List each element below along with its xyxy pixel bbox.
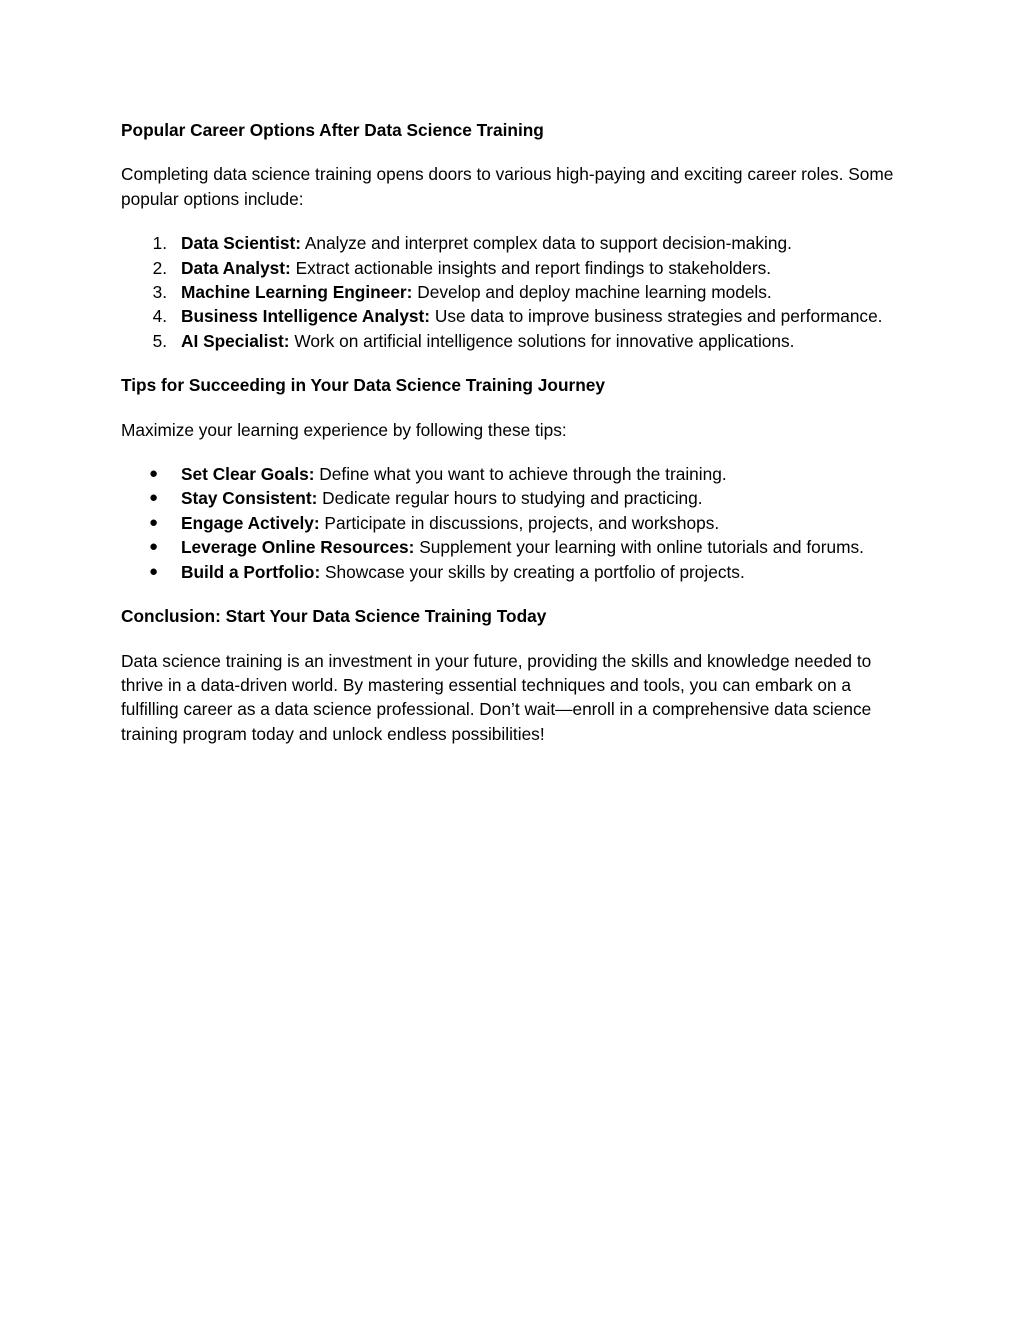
bullet-icon: ● — [149, 465, 159, 483]
item-title: Business Intelligence Analyst: — [181, 306, 431, 327]
careers-list — [121, 231, 911, 353]
list-number: 2. — [152, 257, 167, 278]
bullet-icon: ● — [149, 538, 159, 556]
item-text: Work on artificial intelligence solutions for innovative applications. — [289, 330, 795, 351]
tips-intro: Maximize your learning experience by following these tips: — [121, 419, 567, 440]
item-text: Use data to improve business strategies and performance. — [430, 306, 883, 327]
list-number: 4. — [152, 306, 167, 327]
item-text: Develop and deploy machine learning models. — [412, 282, 772, 303]
item-text: Dedicate regular hours to studying and practicing. — [317, 488, 703, 509]
item-title: Stay Consistent: — [181, 488, 318, 509]
item-text: Extract actionable insights and report findings to stakeholders. — [290, 257, 772, 278]
careers-intro: Completing data science training opens doors to various high-paying and exciting career roles. Some popular options include: — [121, 164, 894, 209]
list-item — [121, 486, 911, 510]
tips-list — [121, 462, 911, 584]
conclusion-body: Data science training is an investment in your future, providing the skills and knowledge needed to thrive in a data-driven world. By mastering essential techniques and tools, you can embark on a fulfilling career as a data science professional. Don’t wait—enroll in a comprehensive data science training program today and unlock endless possibilities! — [121, 650, 872, 744]
list-item — [121, 231, 911, 255]
item-title: Set Clear Goals: — [181, 464, 315, 485]
list-item — [121, 560, 911, 584]
item-text: Supplement your learning with online tutorials and forums. — [414, 537, 864, 558]
list-item — [121, 256, 911, 280]
item-title: Leverage Online Resources: — [181, 537, 415, 558]
item-title: Machine Learning Engineer: — [181, 282, 413, 303]
bullet-icon: ● — [149, 562, 159, 580]
list-item — [121, 511, 911, 535]
item-title: Data Analyst: — [181, 257, 291, 278]
item-title: Build a Portfolio: — [181, 561, 321, 582]
list-item — [121, 329, 911, 353]
bullet-icon: ● — [149, 489, 159, 507]
careers-heading: Popular Career Options After Data Science Training — [121, 120, 544, 140]
list-item — [121, 304, 911, 328]
list-number: 5. — [152, 330, 167, 351]
bullet-icon: ● — [149, 513, 159, 531]
conclusion-heading: Conclusion: Start Your Data Science Training Today — [121, 606, 547, 627]
list-item — [121, 535, 911, 559]
list-number: 3. — [152, 282, 167, 303]
list-number: 1. — [152, 233, 167, 254]
list-item — [121, 280, 911, 304]
item-text: Participate in discussions, projects, and workshops. — [319, 512, 720, 533]
item-text: Showcase your skills by creating a portfolio of projects. — [320, 561, 745, 582]
item-title: Data Scientist: — [181, 233, 302, 254]
item-text: Define what you want to achieve through the training. — [314, 464, 727, 485]
list-item — [121, 462, 911, 486]
tips-heading: Tips for Succeeding in Your Data Science Training Journey — [121, 375, 606, 396]
item-title: AI Specialist: — [181, 330, 290, 351]
document-page — [121, 118, 911, 766]
item-text: Analyze and interpret complex data to support decision-making. — [301, 233, 792, 254]
item-title: Engage Actively: — [181, 512, 320, 533]
